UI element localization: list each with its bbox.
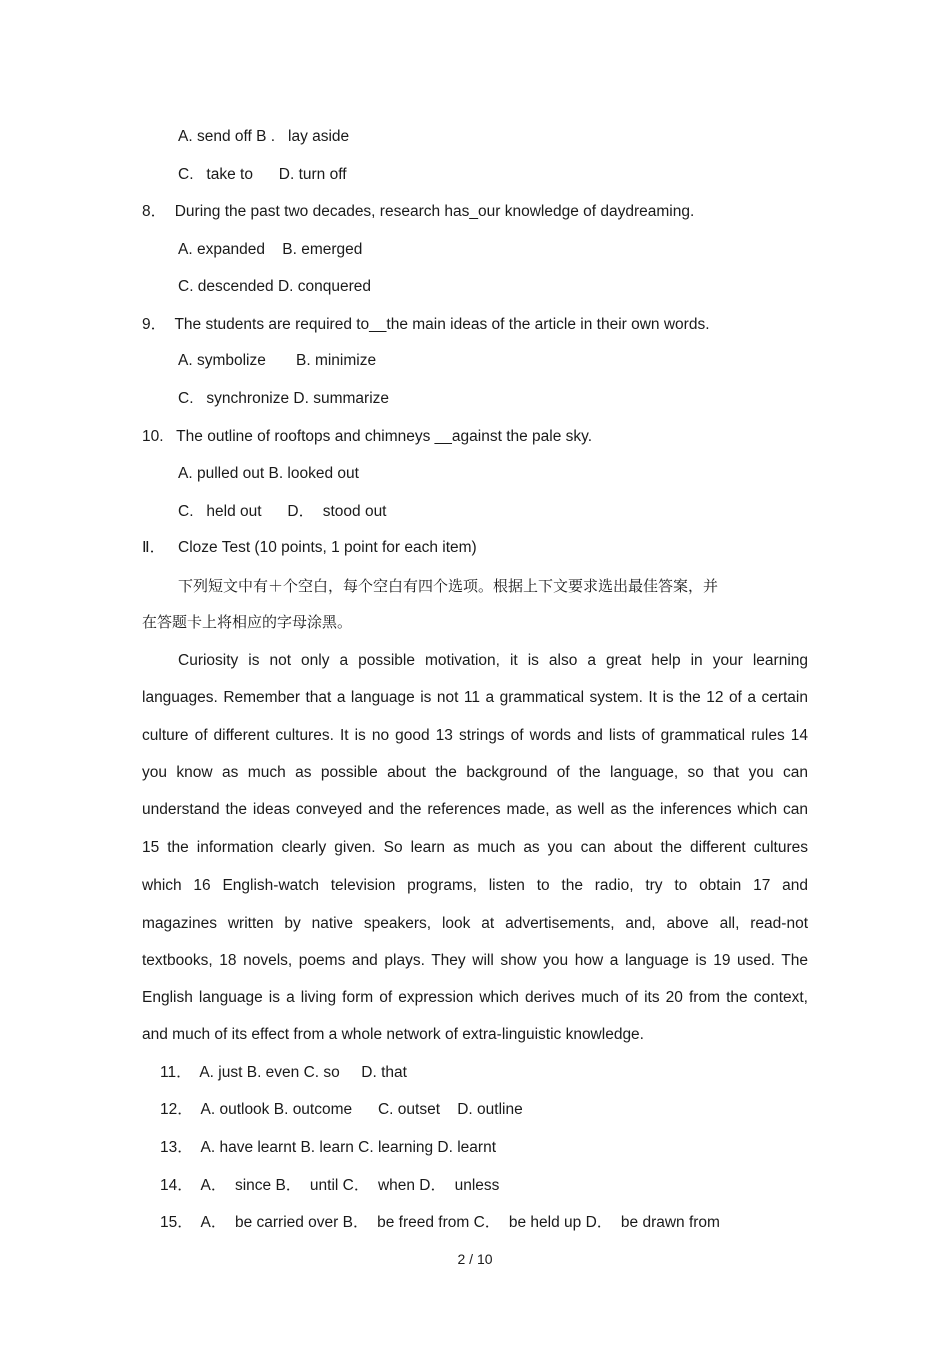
section-instruction-line-1: 下列短文中有＋个空白，每个空白有四个选项。根据上下文要求选出最佳答案，并 [178, 577, 719, 595]
question-9-stem: 9． The students are required to__the main ideas of the article in their own words. [142, 316, 710, 333]
cloze-options-11: 11． A. just B. even C. so D. that [160, 1064, 407, 1081]
passage-line-8: magazines written by native speakers, look at advertisements, and, above all, read-not [142, 915, 808, 932]
question-8-options-line-2: C. descended D. conquered [178, 278, 372, 295]
passage-line-11: and much of its effect from a whole network of extra-linguistic knowledge. [142, 1026, 644, 1043]
passage-line-3: culture of different cultures. It is no good 13 strings of words and lists of grammatical rules 14 [142, 727, 808, 744]
passage-line-6: 15 the information clearly given. So learn as much as you can about the different cultures [142, 839, 808, 856]
passage-line-9: textbooks, 18 novels, poems and plays. They will show you how a language is 19 used. The [142, 952, 808, 969]
question-10-options-line-1: A. pulled out B. looked out [178, 465, 359, 482]
cloze-options-12: 12． A. outlook B. outcome C. outset D. outline [160, 1101, 523, 1118]
question-9-options-line-2: C. synchronize D. summarize [178, 390, 390, 407]
passage-line-7: which 16 English-watch television programs, listen to the radio, try to obtain 17 and [142, 877, 808, 894]
passage-line-1: Curiosity is not only a possible motivation, it is also a great help in your learning [178, 652, 808, 669]
section-instruction-line-2: 在答题卡上将相应的字母涂黑。 [142, 613, 353, 631]
question-10-stem: 10. The outline of rooftops and chimneys __against the pale sky. [142, 428, 593, 445]
cloze-options-15: 15． A． be carried over B． be freed from C． be held up D． be drawn from [160, 1214, 720, 1231]
page-number: 2 / 10 [457, 1251, 493, 1267]
passage-line-5: understand the ideas conveyed and the references made, as well as the inferences which can [142, 801, 808, 818]
passage-line-2: languages. Remember that a language is not 11 a grammatical system. It is the 12 of a certain [142, 689, 808, 706]
question-8-options-line-1: A. expanded B. emerged [178, 241, 363, 258]
cloze-options-14: 14． A． since B． until C． when D． unless [160, 1177, 500, 1194]
section-heading: Ⅱ． Cloze Test (10 points, 1 point for each item) [142, 539, 477, 556]
question-7-options-line-1: A. send off B . lay aside [178, 128, 350, 145]
question-8-stem: 8． During the past two decades, research has_our knowledge of daydreaming. [142, 203, 695, 220]
question-7-options-line-2: C. take to D. turn off [178, 166, 347, 183]
passage-line-10: English language is a living form of expression which derives much of its 20 from the context, [142, 989, 808, 1006]
passage-line-4: you know as much as possible about the background of the language, so that you can [142, 764, 808, 781]
question-10-options-line-2: C. held out D． stood out [178, 503, 387, 520]
cloze-options-13: 13． A. have learnt B. learn C. learning D. learnt [160, 1139, 497, 1156]
question-9-options-line-1: A. symbolize B. minimize [178, 352, 377, 369]
